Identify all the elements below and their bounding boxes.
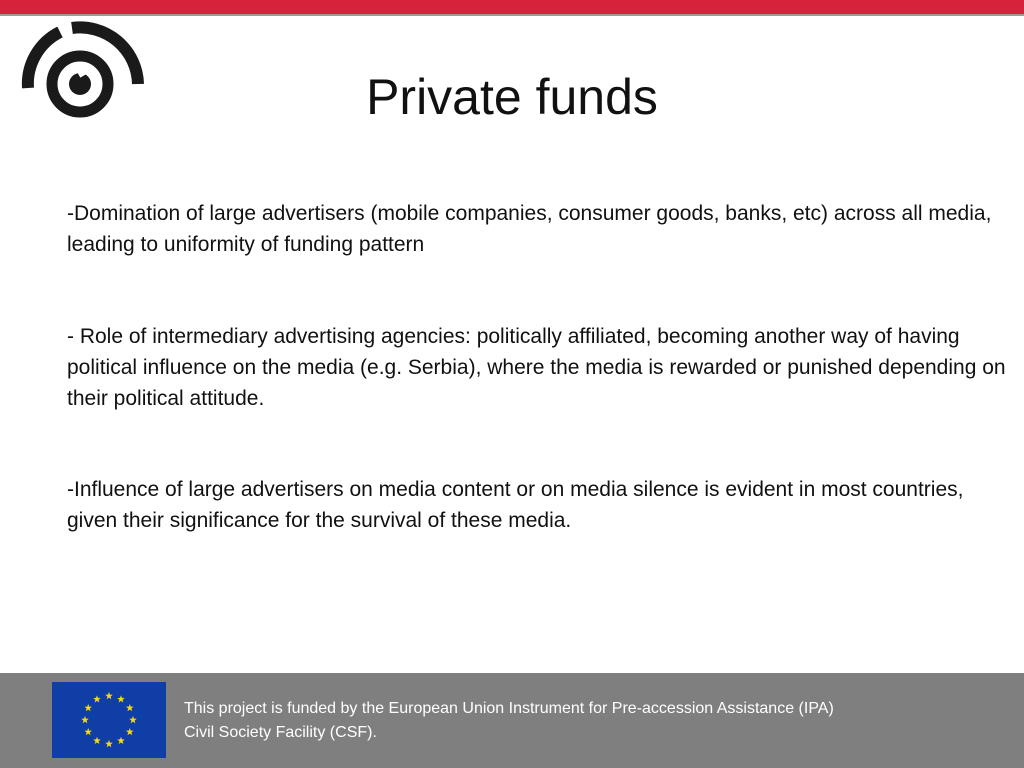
eu-star-icon bbox=[105, 740, 113, 747]
eu-star-icon bbox=[126, 728, 134, 735]
funding-notice-line-1: This project is funded by the European Union Instrument for Pre-accession Assistance (IPA) bbox=[184, 700, 834, 717]
eu-star-icon bbox=[93, 695, 101, 702]
bullet-item: - Role of intermediary advertising agencies: politically affiliated, becoming another way of having political influence on the media (e.g. Serbia), where the media is rewarded or punished depending on their political attitude. bbox=[67, 325, 1006, 410]
eu-flag-icon bbox=[52, 682, 166, 758]
top-accent-bar bbox=[0, 0, 1024, 16]
eu-star-icon bbox=[93, 737, 101, 744]
slide-title: Private funds bbox=[366, 69, 658, 125]
eu-star-icon bbox=[129, 716, 137, 723]
eu-star-icon bbox=[126, 704, 134, 711]
bullet-item: -Domination of large advertisers (mobile companies, consumer goods, banks, etc) across all media, leading to uniformity of funding pattern bbox=[67, 202, 992, 256]
eu-star-icon bbox=[117, 737, 125, 744]
bullet-item: -Influence of large advertisers on media content or on media silence is evident in most countries, given their significance for the survival of these media. bbox=[67, 478, 964, 532]
eu-star-icon bbox=[84, 728, 92, 735]
funding-notice-line-2: Civil Society Facility (CSF). bbox=[184, 724, 377, 741]
eu-star-icon bbox=[81, 716, 89, 723]
eu-star-icon bbox=[84, 704, 92, 711]
eu-star-icon bbox=[105, 692, 113, 699]
funding-notice bbox=[184, 697, 984, 745]
eu-star-icon bbox=[117, 695, 125, 702]
